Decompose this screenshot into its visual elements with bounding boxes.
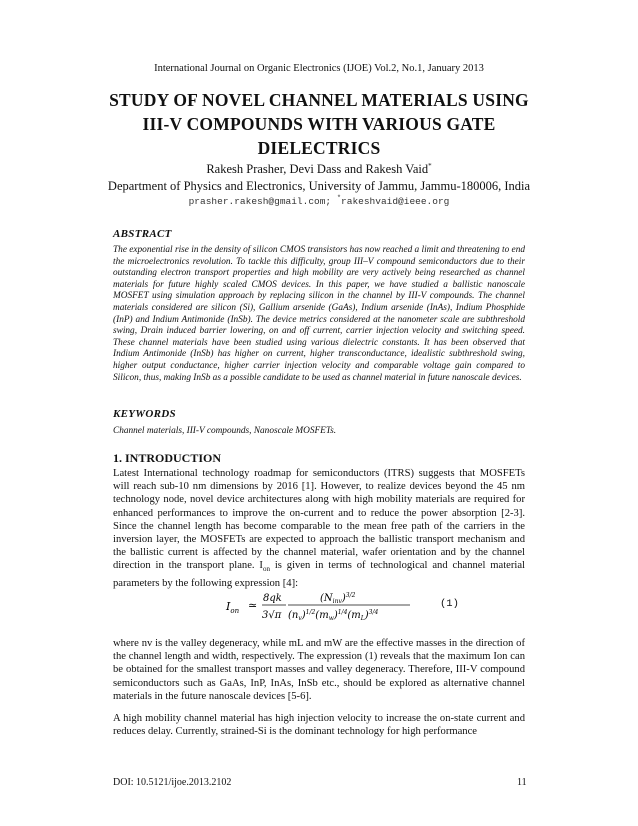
eq-lhs: I	[226, 600, 231, 613]
author-mark: *	[428, 162, 432, 170]
eq-rden-sub: v	[298, 615, 302, 622]
affiliation: Department of Physics and Electronics, University of Jammu, Jammu-180006, India	[107, 179, 531, 193]
introduction-heading: 1. INTRODUCTION	[113, 451, 222, 465]
svg-text:(Ninv)3/2: $(N_{inv})^{3/2}$	[320, 592, 356, 605]
intro-paragraph-1	[113, 467, 525, 590]
email-2: rakeshvaid@ieee.org	[341, 196, 450, 208]
emails	[0, 195, 638, 207]
abstract-heading: ABSTRACT	[113, 228, 172, 240]
journal-header: International Journal on Organic Electronics (IJOE) Vol.2, No.1, January 2013	[154, 63, 484, 74]
title-line-1: STUDY OF NOVEL CHANNEL MATERIALS USING	[109, 90, 529, 110]
intro-paragraph-1-text-a: Latest International technology roadmap for semiconductors (ITRS) suggests that MOSFETs will reach sub-10 nm dimensions by 2016 [1]. However, to realize devices beyond the 45 nm technology node, novel device architectures along with high mobility materials are required for enhanced performances to improve the on-current and to reduce the power absorption [2-3]. Since the channel length has become comparable to the mean free path of the carriers in the inversion layer, the MOSFETs are expected to approach the ballistic transport mechanism and the ballistic current is affected by the channel material, wafer orientation and by the channel direction in the transport plane. I	[113, 468, 525, 572]
title-line-2: III-V COMPOUNDS WITH VARIOUS GATE	[142, 114, 496, 134]
svg-text:(nv)1/2(mw)1/4(mL)3/4: $(n_v)^{1/2}(m_w)^{1/4}(m_L)^{3/4}$	[288, 609, 379, 622]
svg-text:Ion	[225, 600, 240, 615]
eq-approx: ≃	[248, 599, 258, 612]
authors	[0, 162, 638, 177]
ion-equation	[224, 588, 524, 624]
paper-title	[60, 88, 578, 160]
eq-rnum: (N	[320, 593, 333, 604]
email-1: prasher.rakesh@gmail.com;	[188, 196, 332, 208]
eq-den: 3√π	[262, 610, 282, 621]
footer-doi: DOI: 10.5121/ijoe.2013.2102	[113, 777, 232, 788]
eq-num: 8qk	[263, 593, 282, 604]
email-mark: *	[336, 195, 342, 203]
keywords-text: Channel materials, III-V compounds, Nanoscale MOSFETs.	[113, 426, 337, 436]
equation-number: (1)	[440, 598, 459, 610]
intro-paragraph-2: where nv is the valley degeneracy, while mL and mW are the effective masses in the direction of the channel length and width, respectively. The expression (1) reveals that the maximum Ion can be obtained for the smallest transport masses and valley degeneracy. Therefore, III-V compound semiconductors such as GaAs, InP, InAs, InSb etc., should be explored as alternative channel materials in the future nanoscale devices [5-6].	[113, 638, 525, 702]
eq-rnum-sup: 3/2	[345, 592, 356, 599]
eq-rnum-sub: inv	[332, 598, 342, 605]
page-number: 11	[517, 777, 527, 788]
keywords-heading: KEYWORDS	[113, 408, 176, 420]
intro-paragraph-1-text-b: is given in terms of technological and channel material parameters by the following expression [4]:	[113, 560, 526, 589]
title-line-3: DIELECTRICS	[257, 138, 381, 158]
author-names: Rakesh Prasher, Devi Dass and Rakesh Vaid	[206, 162, 429, 177]
eq-rden: (n	[288, 610, 299, 621]
abstract-text: The exponential rise in the density of silicon CMOS transistors has now reached a limit and threatening to end the microelectronics revolution. To tackle this difficulty, group III–V compound semiconductors due to their outstanding electron transport properties and high mobility are very actively being researched as channel materials for future highly scaled CMOS devices. In this paper, we have studied a ballistic nanoscale MOSFET using simulation approach by replacing silicon in the channel by III-V compounds. The channel materials considered are silicon (Si), Gallium arsenide (GaAs), Indium arsenide (InAs), Indium Phosphide (InP) and Indium Antimonide (InSb). The device metrics considered at the nanometer scale are subthreshold swing, Drain induced barrier lowering, on and off current, carrier injection velocity and switching speed. These channel materials have been studied using various dielectric constants. It has been observed that Indium Antimonide (InSb) has higher on current, higher transconductance, idealistic subthreshold swing, higher output conductance, higher carrier injection velocity and comparable voltage gain compared to Silicon, thus, making InSb as a possible candidate to be used as channel material in future nanoscale devices.	[113, 245, 525, 383]
eq-lhs-sub: on	[230, 607, 240, 615]
ion-subscript: on	[262, 565, 270, 574]
intro-paragraph-3: A high mobility channel material has high injection velocity to increase the on-state current and reduces delay. Currently, strained-Si is the dominant technology for high performance	[113, 713, 525, 738]
